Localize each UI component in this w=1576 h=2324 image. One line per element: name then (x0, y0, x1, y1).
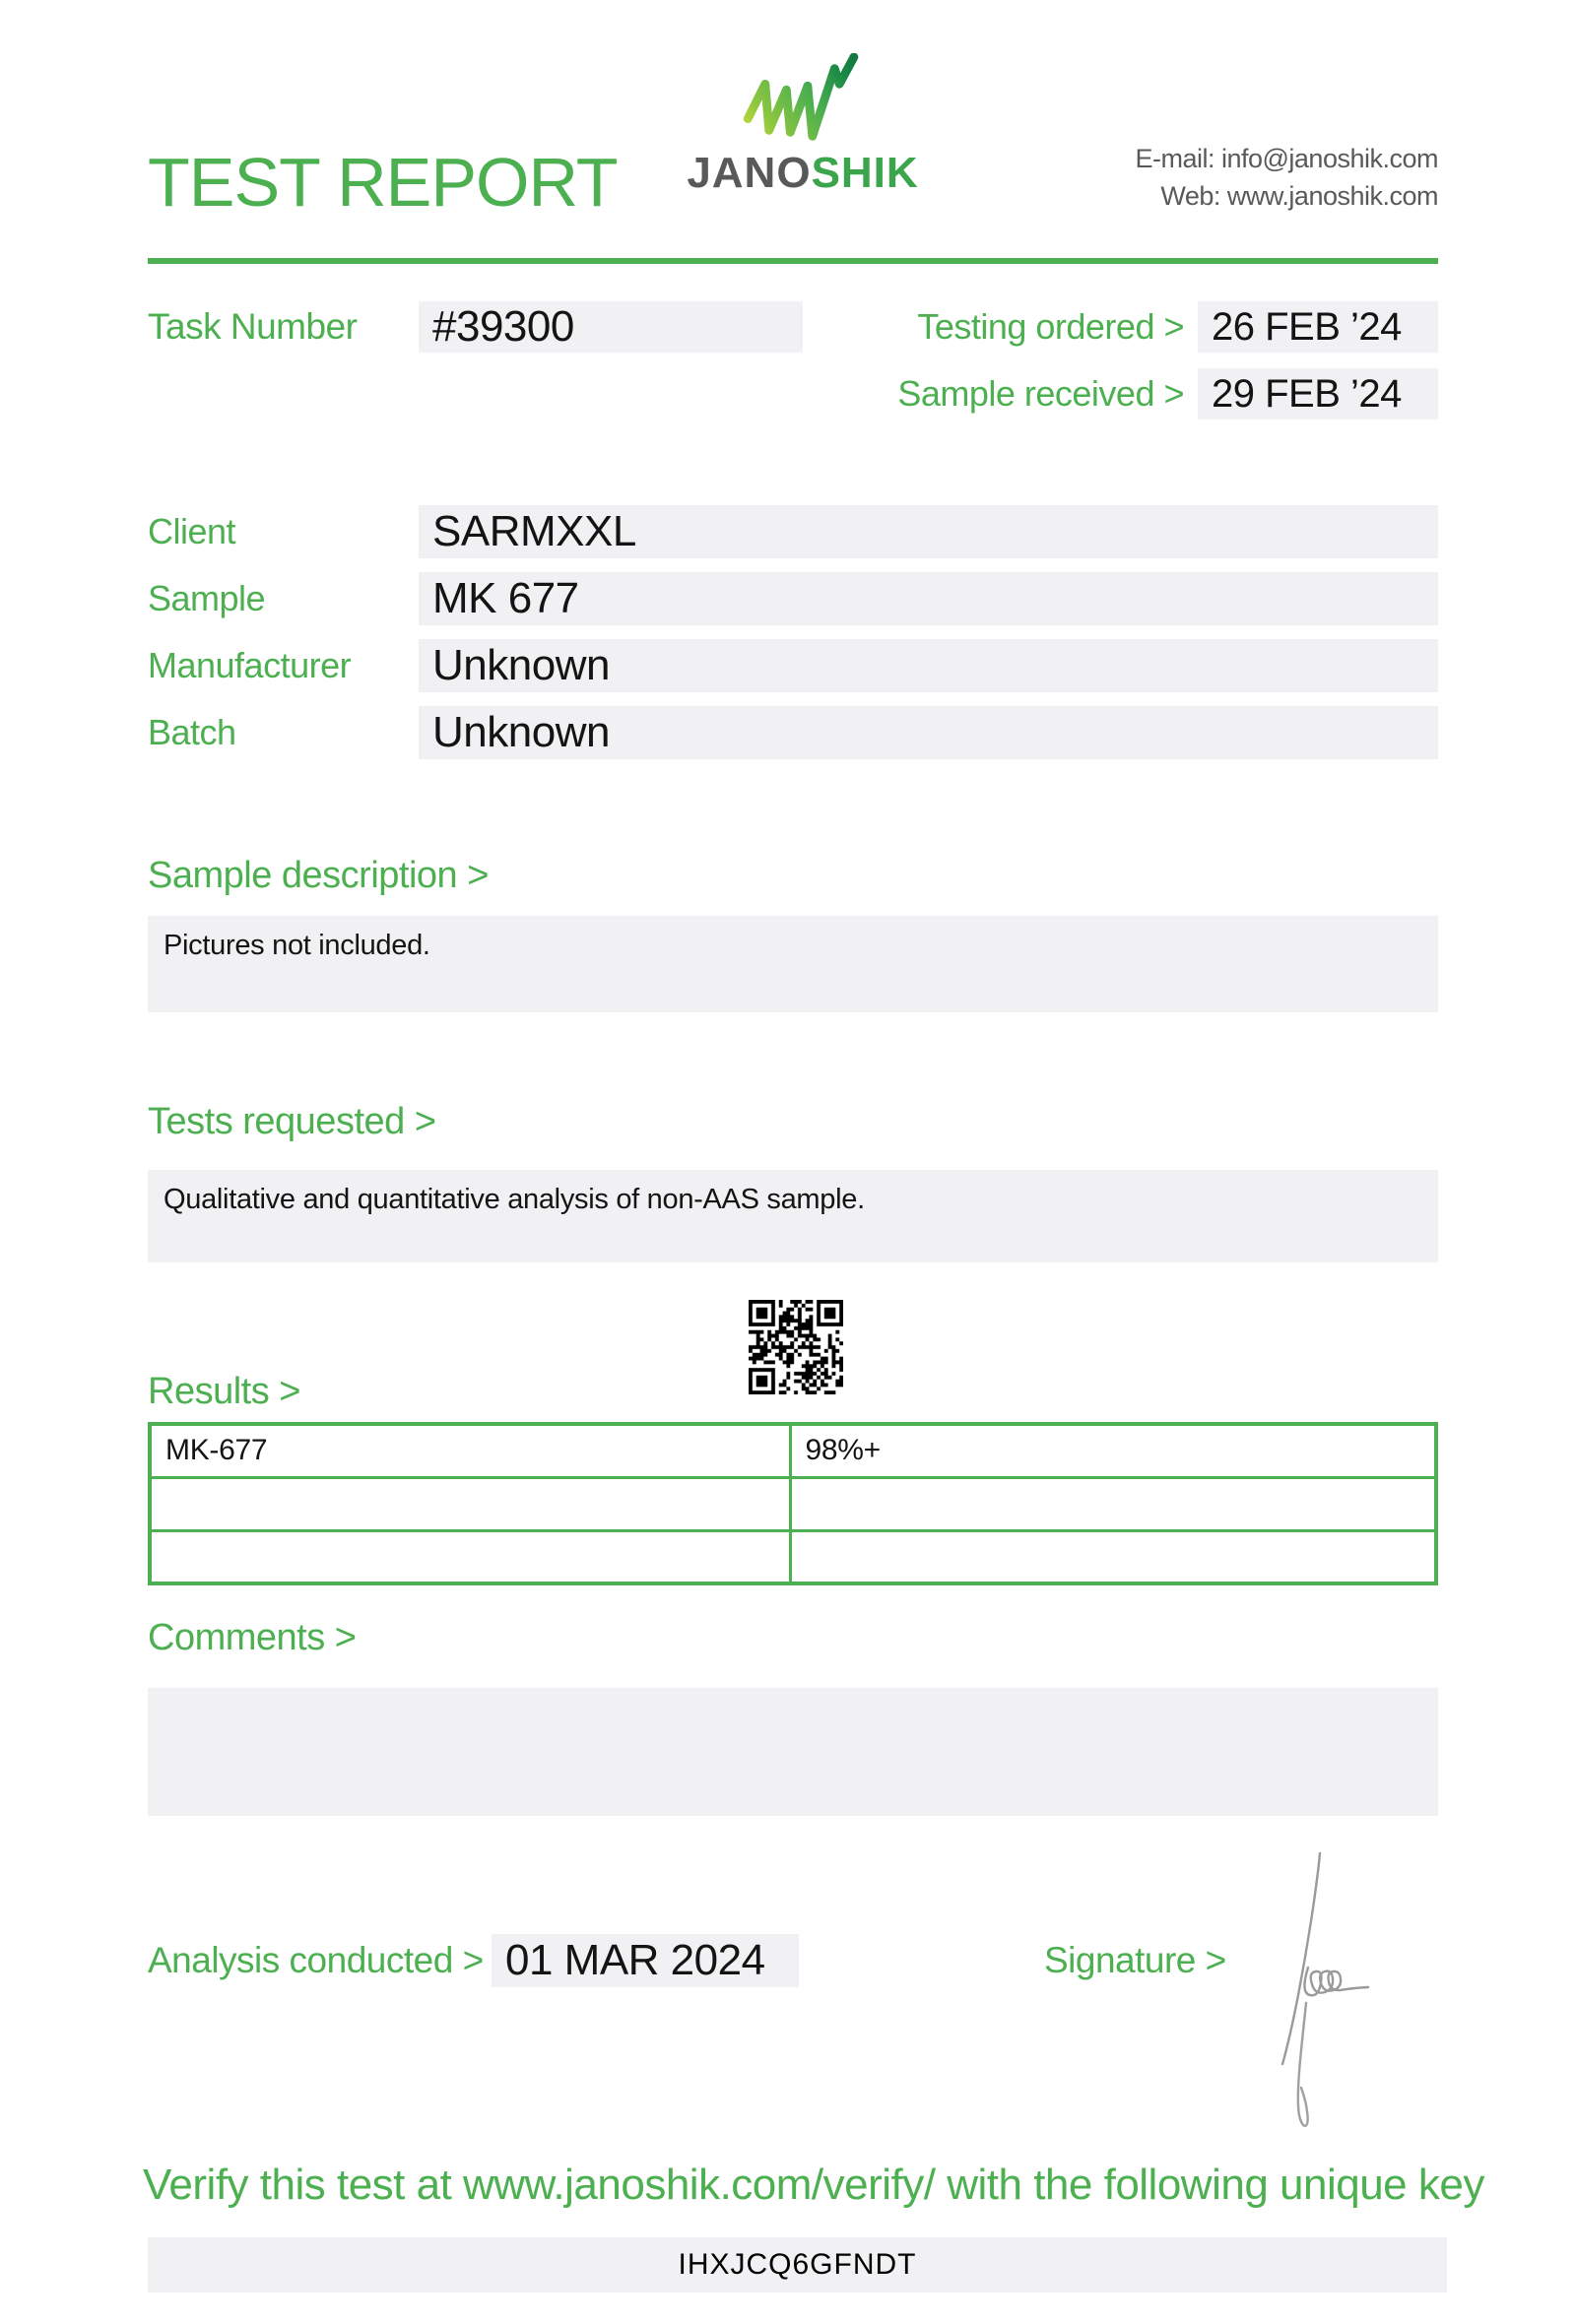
contact-web: Web: www.janoshik.com (1160, 181, 1438, 211)
comments-box (148, 1688, 1438, 1816)
testing-ordered-value: 26 FEB ’24 (1198, 301, 1438, 353)
signature-label: Signature > (1044, 1940, 1226, 1980)
sample-label: Sample (148, 578, 266, 618)
logo-wordmark (687, 146, 918, 200)
tests-requested-text: Qualitative and quantitative analysis of non-AAS sample. (164, 1184, 865, 1215)
signature-image (1276, 1847, 1384, 2135)
analysis-conducted-label: Analysis conducted > (148, 1940, 484, 1980)
sample-description-box (148, 916, 1438, 1012)
comments-heading: Comments > (148, 1617, 357, 1658)
verify-key: IHXJCQ6GFNDT (148, 2237, 1447, 2292)
results-table-row (150, 1477, 1436, 1530)
sample-description-heading: Sample description > (148, 855, 489, 896)
analysis-conducted-value: 01 MAR 2024 (492, 1934, 799, 1987)
client-label: Client (148, 511, 236, 551)
results-table-row (150, 1530, 1436, 1583)
sample-description-text: Pictures not included. (164, 930, 430, 961)
result-substance-cell (150, 1530, 790, 1583)
tests-requested-box (148, 1170, 1438, 1262)
logo-text-jano: JANO (687, 149, 812, 197)
contact-email: E-mail: info@janoshik.com (1135, 144, 1438, 173)
logo-text-shik: SHIK (811, 149, 919, 197)
result-substance-cell (150, 1477, 790, 1530)
growth-chart-icon (729, 53, 877, 146)
sample-value: MK 677 (419, 572, 1438, 625)
results-table (148, 1422, 1438, 1585)
verify-instructions: Verify this test at www.janoshik.com/verify/ with the following unique key (143, 2161, 1484, 2209)
batch-label: Batch (148, 712, 236, 752)
result-value-cell (790, 1530, 1436, 1583)
task-number-label: Task Number (148, 306, 358, 347)
client-value: SARMXXL (419, 505, 1438, 558)
janoshik-logo (678, 53, 928, 200)
testing-ordered-label: Testing ordered > (917, 306, 1184, 347)
results-table-row (150, 1424, 1436, 1477)
qr-code (749, 1300, 843, 1394)
tests-requested-heading: Tests requested > (148, 1101, 436, 1142)
result-value-cell: 98%+ (790, 1424, 1436, 1477)
header-divider (148, 258, 1438, 264)
result-substance-cell: MK-677 (150, 1424, 790, 1477)
batch-value: Unknown (419, 706, 1438, 759)
page-title: TEST REPORT (148, 144, 618, 221)
sample-received-label: Sample received > (897, 373, 1184, 414)
results-heading: Results > (148, 1371, 300, 1412)
manufacturer-value: Unknown (419, 639, 1438, 692)
sample-received-value: 29 FEB ’24 (1198, 368, 1438, 420)
result-value-cell (790, 1477, 1436, 1530)
contact-info (1135, 140, 1438, 215)
task-number-value: #39300 (419, 301, 803, 353)
manufacturer-label: Manufacturer (148, 645, 352, 685)
